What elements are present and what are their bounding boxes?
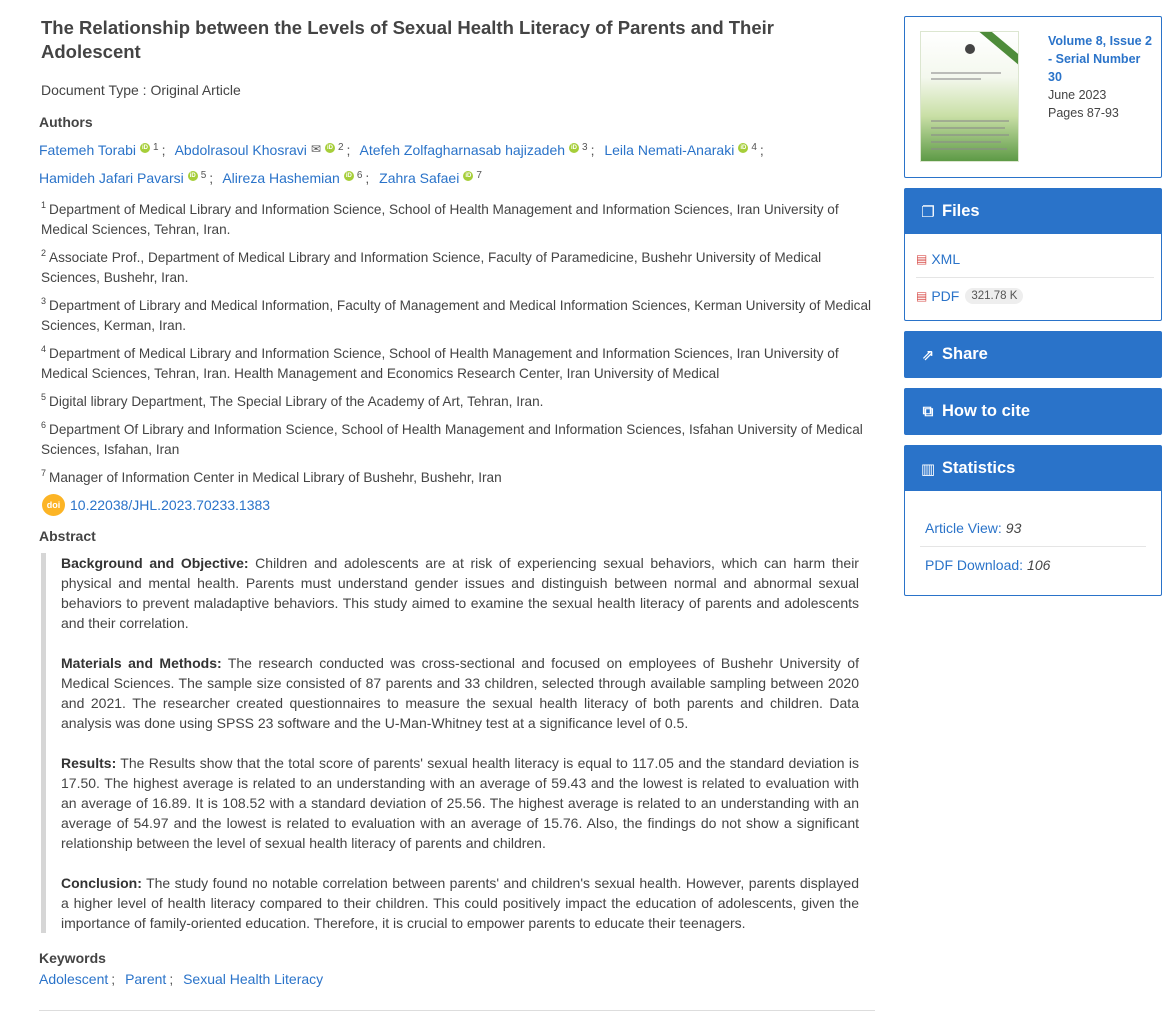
- affiliation-number: 7: [41, 468, 47, 478]
- issue-pages: Pages 87-93: [1048, 106, 1119, 120]
- pdf-file-icon: ▤: [916, 289, 928, 303]
- affiliation-number: 2: [337, 142, 344, 153]
- cite-title: How to cite: [942, 402, 1031, 420]
- author-entry: [379, 170, 482, 186]
- author-link[interactable]: Fatemeh Torabi: [39, 142, 137, 158]
- doi-row: [42, 494, 875, 516]
- keyword-link[interactable]: Parent: [125, 971, 167, 987]
- document-type-value: Original Article: [150, 82, 241, 98]
- file-row-pdf[interactable]: [916, 277, 1154, 314]
- abstract-subheading: Background and Objective:: [61, 555, 249, 571]
- affiliation-item: [41, 415, 875, 460]
- share-panel[interactable]: [904, 331, 1162, 378]
- files-list: [905, 234, 1161, 320]
- stat-label: PDF Download:: [925, 557, 1024, 573]
- affiliation-text: Digital library Department, The Special Library of the Academy of Art, Tehran, Iran.: [49, 394, 544, 409]
- affiliation-number: 2: [41, 248, 47, 258]
- cite-panel[interactable]: [904, 388, 1162, 435]
- affiliation-item: [41, 463, 875, 488]
- abstract-text: Children and adolescents are at risk of experiencing sexual behaviors, which can harm their physical and mental health. Parents must understand gender issues and distinguish between normal and abnormal sexual behaviors to prevent maladaptive behaviors. This study aimed to examine the sexual health literacy of parents and adolescents and their correlation.: [61, 555, 859, 631]
- author-entry: [360, 142, 588, 158]
- abstract-text: The research conducted was cross-sectional and focused on employees of Bushehr University of Medical Sciences. The sample size consisted of 87 parents and 33 children, selected through available sampling between 2020 and 2021. The researcher created questionnaires to measure the sexual health literacy of both parents and children. Data analysis was done using SPSS 23 software and the U-Man-Whitney test at a significance level of 0.5.: [61, 655, 859, 731]
- cite-panel-header[interactable]: [905, 389, 1161, 434]
- affiliation-number: 3: [41, 296, 47, 306]
- affiliation-number: 6: [41, 420, 47, 430]
- journal-cover-image[interactable]: [920, 31, 1019, 162]
- affiliation-item: [41, 291, 875, 336]
- affiliation-item: [41, 339, 875, 384]
- doi-link[interactable]: 10.22038/JHL.2023.70233.1383: [70, 497, 271, 513]
- authors-list: Fatemeh Torabi iD $^1$ ; Abdolrasoul Khosravi ✉ iD $^2$ ; Atefeh Zolfagharnasab hajizadeh iD $^3$ ; Leila Nemati-Anaraki iD $^4$ ; Hamideh Jafari Pavarsi iD $^5$ ; Alireza Hashemian iD $^6$ ; Zahra Safaei iD $^7$: [39, 142, 764, 186]
- sidebar: [904, 16, 1162, 596]
- file-row-xml[interactable]: [916, 240, 1154, 277]
- abstract-heading: Abstract: [39, 528, 96, 544]
- section-divider: [39, 1010, 875, 1011]
- affiliation-text: Department of Medical Library and Information Science, School of Health Management and Information Sciences, Iran University of Medical Sciences, Tehran, Iran.: [41, 202, 839, 237]
- abstract-subheading: Results:: [61, 755, 117, 771]
- statistics-list: [905, 491, 1161, 595]
- issue-info: [1048, 32, 1156, 122]
- orcid-icon[interactable]: iD: [740, 145, 747, 151]
- affiliations-list: [41, 195, 875, 488]
- orcid-icon[interactable]: iD: [142, 145, 149, 151]
- bar-chart-icon: ▥: [920, 460, 936, 478]
- author-link[interactable]: Alireza Hashemian: [222, 170, 340, 186]
- abstract-text: The Results show that the total score of parents' sexual health literacy is equal to 117.05 and the standard deviation is 17.50. The highest average is related to an understanding with an average of 59.43 and the lowest is related to evaluation with an average of 16.89. It is 108.52 with a standard deviation of 25.56. The highest average is related to an understanding with an average of 54.97 and the lowest is related to evaluation with an average of 15.76. Also, the findings do not show a significant relationship between the level of sexual health literacy of parents and children.: [61, 755, 859, 851]
- doi-icon: doi: [42, 494, 65, 516]
- stat-label: Article View:: [925, 519, 1002, 536]
- affiliation-number: 4: [41, 344, 47, 354]
- pdf-size-badge: 321.78 K: [965, 288, 1023, 304]
- article-main: [39, 16, 875, 1011]
- author-entry: [39, 170, 206, 186]
- article-title: The Relationship between the Levels of Sexual Health Literacy of Parents and Their Adolescent: [41, 17, 774, 62]
- keywords-list: Adolescent ; Parent ; Sexual Health Literacy: [39, 971, 324, 987]
- author-link[interactable]: Abdolrasoul Khosravi: [174, 142, 307, 158]
- stat-pdf-downloads: [920, 546, 1146, 583]
- orcid-icon[interactable]: iD: [345, 173, 352, 179]
- orcid-icon[interactable]: iD: [571, 145, 578, 151]
- author-entry: [175, 142, 344, 158]
- stat-value: 106: [1027, 557, 1051, 573]
- author-link[interactable]: Atefeh Zolfagharnasab hajizadeh: [359, 142, 566, 158]
- affiliation-number: 5: [41, 392, 47, 402]
- affiliation-text: Manager of Information Center in Medical Library of Bushehr, Bushehr, Iran: [49, 470, 502, 485]
- affiliation-number: 5: [200, 170, 207, 181]
- envelope-icon[interactable]: ✉: [310, 142, 321, 156]
- issue-date: June 2023: [1048, 88, 1107, 102]
- xml-link[interactable]: XML: [931, 250, 961, 267]
- orcid-icon[interactable]: iD: [465, 173, 472, 179]
- orcid-icon[interactable]: iD: [326, 145, 333, 151]
- files-panel-header: [905, 189, 1161, 234]
- affiliation-item: [41, 243, 875, 288]
- abstract-paragraph: [61, 553, 859, 633]
- affiliation-item: [41, 387, 875, 412]
- stat-value: 93: [1005, 519, 1022, 536]
- files-icon: ❐: [921, 203, 935, 221]
- affiliation-text: Associate Prof., Department of Medical Library and Information Science, Faculty of Paramedicine, Bushehr University of Medical Sciences, Bushehr, Iran.: [41, 250, 822, 285]
- affiliation-text: Department of Library and Medical Information, Faculty of Management and Medical Information Sciences, Kerman University of Medical Sciences, Kerman, Iran.: [41, 298, 872, 333]
- authors-heading: Authors: [39, 114, 93, 130]
- affiliation-number: 1: [41, 200, 47, 210]
- stat-article-views: [920, 509, 1146, 546]
- affiliation-number: 7: [476, 170, 482, 181]
- external-link-icon: ⧉: [922, 403, 934, 420]
- share-icon: ⇗: [921, 346, 935, 364]
- author-link[interactable]: Hamideh Jafari Pavarsi: [39, 170, 184, 186]
- abstract-subheading: Materials and Methods:: [61, 655, 222, 671]
- files-title: Files: [942, 202, 980, 220]
- abstract-paragraph: [61, 873, 859, 933]
- issue-link[interactable]: Volume 8, Issue 2 - Serial Number 30: [1048, 34, 1152, 84]
- author-link[interactable]: Zahra Safaei: [379, 170, 460, 186]
- author-entry: [39, 142, 159, 158]
- pdf-link[interactable]: PDF: [931, 288, 960, 304]
- abstract-subheading: Conclusion:: [61, 875, 142, 891]
- abstract-text: The study found no notable correlation between parents' and children's sexual health. However, parents displayed a higher level of health literacy compared to their children. This could positively impact the education of adolescents, given the importance of family-oriented education. Therefore, it is crucial to empower parents to educate their teenagers.: [61, 875, 859, 931]
- affiliation-number: 1: [153, 142, 159, 153]
- abstract-paragraph: [61, 753, 859, 853]
- keyword-link[interactable]: Sexual Health Literacy: [183, 971, 324, 987]
- affiliation-text: Department Of Library and Information Science, School of Health Management and Information Sciences, Isfahan University of Medical Sciences, Isfahan, Iran: [41, 422, 863, 457]
- statistics-panel-header: [905, 446, 1161, 491]
- issue-box: [904, 16, 1162, 178]
- author-entry: [604, 142, 757, 158]
- affiliation-item: [41, 195, 875, 240]
- keywords-heading: Keywords: [39, 950, 106, 966]
- document-type: [41, 82, 875, 98]
- statistics-title: Statistics: [942, 459, 1016, 477]
- author-link[interactable]: Leila Nemati-Anaraki: [604, 142, 735, 158]
- share-panel-header[interactable]: [905, 332, 1161, 377]
- affiliation-number: 3: [582, 142, 588, 153]
- files-panel: [904, 188, 1162, 321]
- affiliation-text: Department of Medical Library and Information Science, School of Health Management and Information Sciences, Iran University of Medical Sciences, Tehran, Iran. Health Management and Economics Research Center, Iran University of Medical: [41, 346, 839, 381]
- statistics-panel: [904, 445, 1162, 596]
- affiliation-number: 6: [356, 170, 363, 181]
- share-title: Share: [942, 345, 988, 363]
- orcid-icon[interactable]: iD: [189, 173, 196, 179]
- abstract-body: [41, 553, 875, 933]
- author-entry: [222, 170, 362, 186]
- affiliation-number: 4: [751, 142, 757, 153]
- xml-file-icon: ▤: [916, 251, 928, 266]
- keyword-link[interactable]: Adolescent: [39, 971, 109, 987]
- document-type-label: Document Type :: [41, 82, 147, 98]
- abstract-paragraph: [61, 653, 859, 733]
